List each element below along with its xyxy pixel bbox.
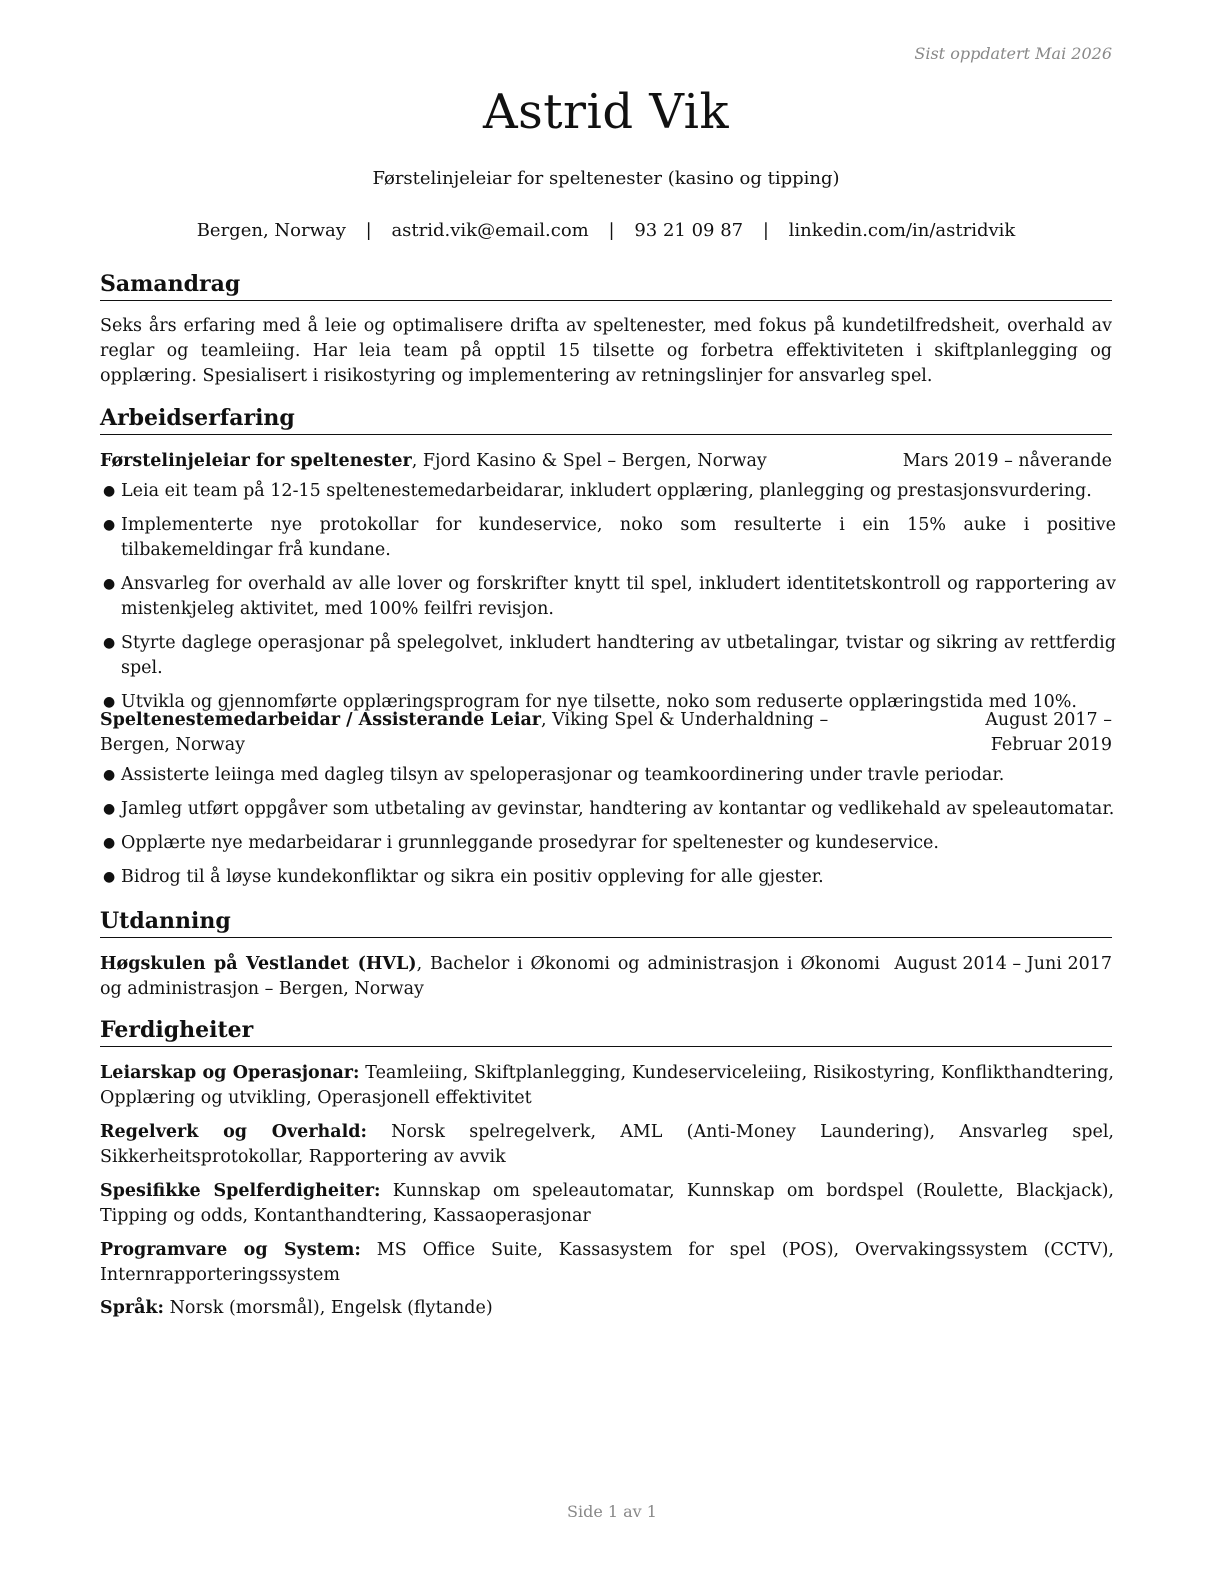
bullet-text: Jamleg utført oppgåver som utbetaling av gevinstar, handtering av kontantar og vedlikehald av speleautomatar. bbox=[121, 799, 1115, 819]
skill-text: Kunnskap om speleautomatar, Kunnskap om bordspel (Roulette, Blackjack), Tipping og odds, Kontanthandtering, Kassaoperasjonar bbox=[100, 1181, 1114, 1226]
bullet-text: Ansvarleg for overhald av alle lover og forskrifter knytt til spel, inkludert identitetskontroll og rapportering av mistenkjeleg aktivitet, med 100% feilfri revisjon. bbox=[121, 574, 1116, 619]
bullet-text: Opplærte nye medarbeidarar i grunnleggande prosedyrar for speltenester og kundeservice. bbox=[121, 833, 939, 853]
job-company: , Viking Spel & Underhaldning – Bergen, Norway bbox=[100, 710, 829, 755]
skill-label: Spesifikke Spelferdigheiter: bbox=[100, 1181, 381, 1201]
bullet-text: Implementerte nye protokollar for kundeservice, noko som resulterte i ein 15% auke i positive tilbakemeldingar frå kundane. bbox=[121, 515, 1116, 560]
list-item bbox=[100, 572, 1116, 622]
contact-line bbox=[100, 220, 1112, 241]
job-company: , Fjord Kasino & Spel – Bergen, Norway bbox=[411, 451, 767, 471]
skill-group bbox=[100, 1061, 1114, 1111]
education-entry bbox=[100, 952, 1112, 1002]
job-dates: Mars 2019 – nåverande bbox=[902, 451, 1112, 471]
contact-phone[interactable]: 93 21 09 87 bbox=[634, 220, 744, 241]
page-footer: Side 1 av 1 bbox=[567, 1502, 657, 1521]
job-header bbox=[100, 708, 1112, 758]
bullet-icon: ● bbox=[103, 694, 116, 710]
contact-separator: | bbox=[608, 220, 615, 241]
list-item bbox=[100, 797, 1116, 822]
list-item bbox=[100, 831, 1116, 856]
list-item bbox=[100, 479, 1116, 504]
bullet-icon: ● bbox=[103, 483, 116, 499]
skill-label: Leiarskap og Operasjonar: bbox=[100, 1063, 360, 1083]
skill-text: Teamleiing, Skiftplanlegging, Kundeserviceleiing, Risikostyring, Konflikthandtering, Opplæring og utvikling, Operasjonell effektivitet bbox=[100, 1063, 1114, 1108]
summary-text: Seks års erfaring med å leie og optimalisere drifta av speltenester, med fokus på kundetilfredsheit, overhald av reglar og teamleiing. Har leia team på opptil 15 tilsette og forbetra effektiviteten i skiftplanlegging og opplæring. Spesialisert i risikostyring og implementering av retningslinjer for ansvarleg spel. bbox=[100, 316, 1112, 386]
education-line bbox=[100, 952, 880, 1002]
job-bullets bbox=[100, 763, 1116, 899]
bullet-icon: ● bbox=[103, 517, 116, 533]
bullet-icon: ● bbox=[103, 835, 116, 851]
job-title-line bbox=[100, 708, 880, 758]
candidate-name: Astrid Vik bbox=[482, 84, 730, 140]
education-dates: August 2014 – Juni 2017 bbox=[894, 954, 1112, 974]
bullet-text: Utvikla og gjennomførte opplæringsprogram for nye tilsette, noko som reduserte opplæringstida med 10%. bbox=[121, 692, 1077, 712]
skill-group bbox=[100, 1179, 1114, 1229]
bullet-icon: ● bbox=[103, 635, 116, 651]
job-role: Speltenestemedarbeidar / Assisterande Leiar bbox=[100, 710, 542, 730]
list-item bbox=[100, 865, 1116, 890]
skill-text: Norsk (morsmål), Engelsk (flytande) bbox=[164, 1298, 493, 1318]
skill-group bbox=[100, 1296, 1114, 1321]
contact-linkedin[interactable]: linkedin.com/in/astridvik bbox=[788, 220, 1016, 241]
contact-separator: | bbox=[762, 220, 769, 241]
candidate-headline: Førstelinjeleiar for speltenester (kasino og tipping) bbox=[372, 168, 840, 189]
job-title-line bbox=[100, 449, 903, 474]
bullet-text: Bidrog til å løyse kundekonfliktar og sikra ein positiv oppleving for alle gjester. bbox=[121, 867, 824, 887]
skill-group bbox=[100, 1238, 1114, 1288]
job-dates: August 2017 – Februar 2019 bbox=[985, 710, 1112, 755]
bullet-icon: ● bbox=[103, 869, 116, 885]
bullet-text: Assisterte leiinga med dagleg tilsyn av speloperasjonar og teamkoordinering under travle periodar. bbox=[121, 765, 1005, 785]
education-details: , Bachelor i Økonomi og administrasjon i Økonomi og administrasjon – Bergen, Norway bbox=[100, 954, 880, 999]
bullet-text: Styrte daglege operasjonar på spelegolvet, inkludert handtering av utbetalingar, tvistar og sikring av rettferdig spel. bbox=[121, 633, 1116, 678]
skill-label: Regelverk og Overhald: bbox=[100, 1122, 367, 1142]
bullet-icon: ● bbox=[103, 576, 116, 592]
section-title-education: Utdanning bbox=[100, 907, 1112, 938]
skill-label: Programvare og System: bbox=[100, 1240, 361, 1260]
list-item bbox=[100, 513, 1116, 563]
bullet-text: Leia eit team på 12-15 speltenestemedarbeidarar, inkludert opplæring, planlegging og prestasjonsvurdering. bbox=[121, 481, 1092, 501]
skill-label: Språk: bbox=[100, 1298, 165, 1318]
list-item bbox=[100, 631, 1116, 681]
last-updated: Sist oppdatert Mai 2026 bbox=[914, 44, 1112, 63]
job-header bbox=[100, 449, 1112, 474]
list-item bbox=[100, 763, 1116, 788]
section-title-skills: Ferdigheiter bbox=[100, 1016, 1112, 1047]
section-title-experience: Arbeidserfaring bbox=[100, 404, 1112, 435]
contact-location: Bergen, Norway bbox=[196, 220, 346, 241]
contact-separator: | bbox=[365, 220, 372, 241]
job-role: Førstelinjeleiar for speltenester bbox=[100, 451, 412, 471]
skill-text: MS Office Suite, Kassasystem for spel (POS), Overvakingssystem (CCTV), Internrapporteringssystem bbox=[100, 1240, 1114, 1285]
section-title-summary: Samandrag bbox=[100, 270, 1112, 301]
skill-text: Norsk spelregelverk, AML (Anti-Money Laundering), Ansvarleg spel, Sikkerheitsprotokollar, Rapportering av avvik bbox=[100, 1122, 1114, 1167]
job-bullets bbox=[100, 479, 1116, 724]
skill-group bbox=[100, 1120, 1114, 1170]
bullet-icon: ● bbox=[103, 767, 116, 783]
education-school: Høgskulen på Vestlandet (HVL) bbox=[100, 954, 417, 974]
bullet-icon: ● bbox=[103, 801, 116, 817]
contact-email[interactable]: astrid.vik@email.com bbox=[391, 220, 589, 241]
